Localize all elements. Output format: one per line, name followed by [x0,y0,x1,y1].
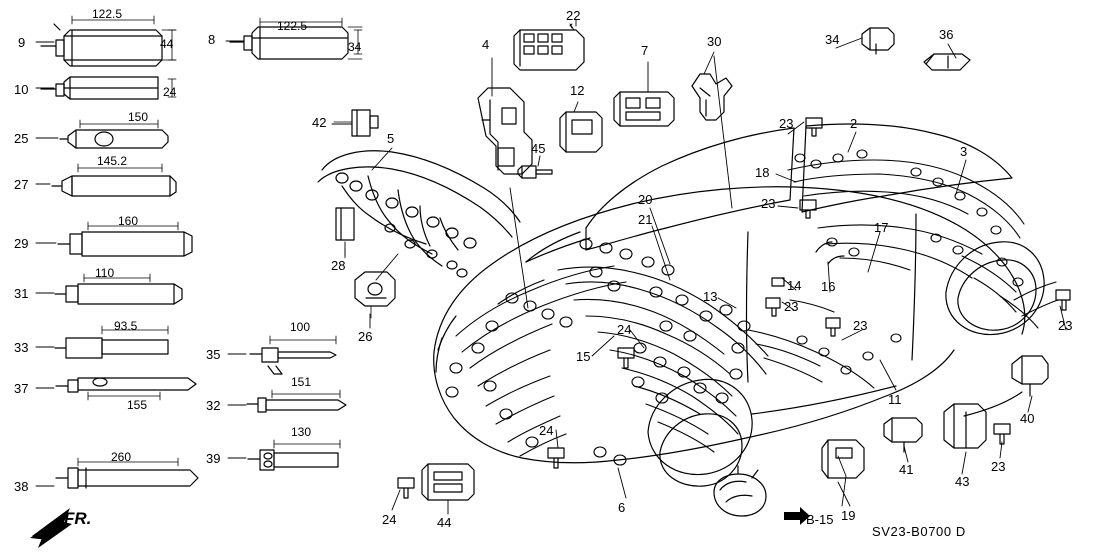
part-label-6: 6 [618,500,626,515]
part-33-illustration [55,326,168,358]
part-label-35: 35 [206,347,221,362]
part-label-24-b: 24 [539,423,554,438]
part-label-26: 26 [358,329,373,344]
part-label-5: 5 [387,131,395,146]
part-4-illustration [478,88,532,174]
part-label-16: 16 [821,279,836,294]
dimension-24: 24 [163,85,177,99]
dimension-110: 110 [95,266,115,280]
part-22-illustration [514,30,584,70]
part-label-18: 18 [755,165,770,180]
dimension-122-5-b: 122.5 [277,19,308,33]
part-label-22: 22 [566,8,581,23]
part-label-34: 34 [825,32,840,47]
part-label-38: 38 [14,479,29,494]
dimension-260: 260 [111,450,132,464]
part-label-40: 40 [1020,411,1035,426]
part-label-24-c: 24 [382,512,397,527]
part-label-42: 42 [312,115,327,130]
part-7-illustration [614,92,674,126]
dimension-93-5: 93.5 [114,319,138,333]
part-label-23-d: 23 [853,318,868,333]
part-label-20: 20 [638,192,653,207]
part-label-31: 31 [14,286,29,301]
part-label-9: 9 [18,35,26,50]
part-label-4: 4 [482,37,490,52]
part-31-illustration [55,274,182,304]
dimension-34: 34 [348,40,362,54]
part-45-illustration [518,166,552,178]
part-42-illustration [334,110,378,136]
part-41-illustration [884,418,922,452]
part-30-illustration [692,74,732,120]
part-35-illustration [250,336,336,374]
part-label-30: 30 [707,34,722,49]
part-label-39: 39 [206,451,221,466]
part-label-19: 19 [841,508,856,523]
part-label-15: 15 [576,349,591,364]
part-label-27: 27 [14,177,29,192]
part-label-23-b: 23 [761,196,776,211]
part-label-33: 33 [14,340,29,355]
part-27-illustration [52,164,176,196]
dimension-130: 130 [291,425,312,439]
part-label-2: 2 [850,116,858,131]
part-36-illustration [924,54,970,70]
part-label-10: 10 [14,82,29,97]
part-5-harness [318,151,520,277]
part-label-3: 3 [960,144,968,159]
part-label-25: 25 [14,131,29,146]
part-12-illustration [560,112,602,152]
dimension-160: 160 [118,214,139,228]
part-label-14: 14 [787,278,802,293]
part-label-11: 11 [888,392,902,407]
part-25-illustration [60,120,168,148]
part-label-21: 21 [638,212,653,227]
dimension-151: 151 [291,375,312,389]
part-label-32: 32 [206,398,221,413]
part-40-illustration [1012,356,1048,396]
part-9-illustration [41,16,176,66]
dimension-44: 44 [160,37,174,51]
dimension-155: 155 [127,398,148,412]
part-label-43: 43 [955,474,970,489]
part-label-24-a: 24 [617,322,632,337]
part-label-7: 7 [641,43,649,58]
part-label-13: 13 [703,289,718,304]
part-label-36: 36 [939,27,954,42]
dimension-122-5-a: 122.5 [92,7,123,21]
part-10-illustration [41,77,176,99]
part-label-41: 41 [899,462,914,477]
part-label-23-c: 23 [784,299,799,314]
part-44-illustration [422,464,474,500]
part-label-8: 8 [208,32,216,47]
part-19-bracket [822,440,864,478]
part-label-28: 28 [331,258,346,273]
dimension-100: 100 [290,320,311,334]
diagram-code: SV23-B0700 D [872,524,966,539]
dimension-150: 150 [128,110,149,124]
part-label-12: 12 [570,83,585,98]
part-label-29: 29 [14,236,29,251]
part-34-illustration [862,28,894,54]
part-39-illustration [248,440,340,470]
part-label-45: 45 [531,141,546,156]
part-19-illustration [714,466,766,516]
part-label-17: 17 [874,220,889,235]
part-label-23-a: 23 [779,116,794,131]
section-reference-b15: B-15 [806,512,834,527]
part-37-illustration [56,378,196,400]
part-label-37: 37 [14,381,29,396]
part-32-illustration [247,390,346,412]
dimension-145-2: 145.2 [97,154,128,168]
part-label-23-f: 23 [991,459,1006,474]
part-label-23-e: 23 [1058,318,1073,333]
part-26-illustration [355,272,395,318]
part-43-illustration [944,404,986,448]
part-label-44: 44 [437,515,452,530]
front-direction-label: FR. [64,509,92,528]
